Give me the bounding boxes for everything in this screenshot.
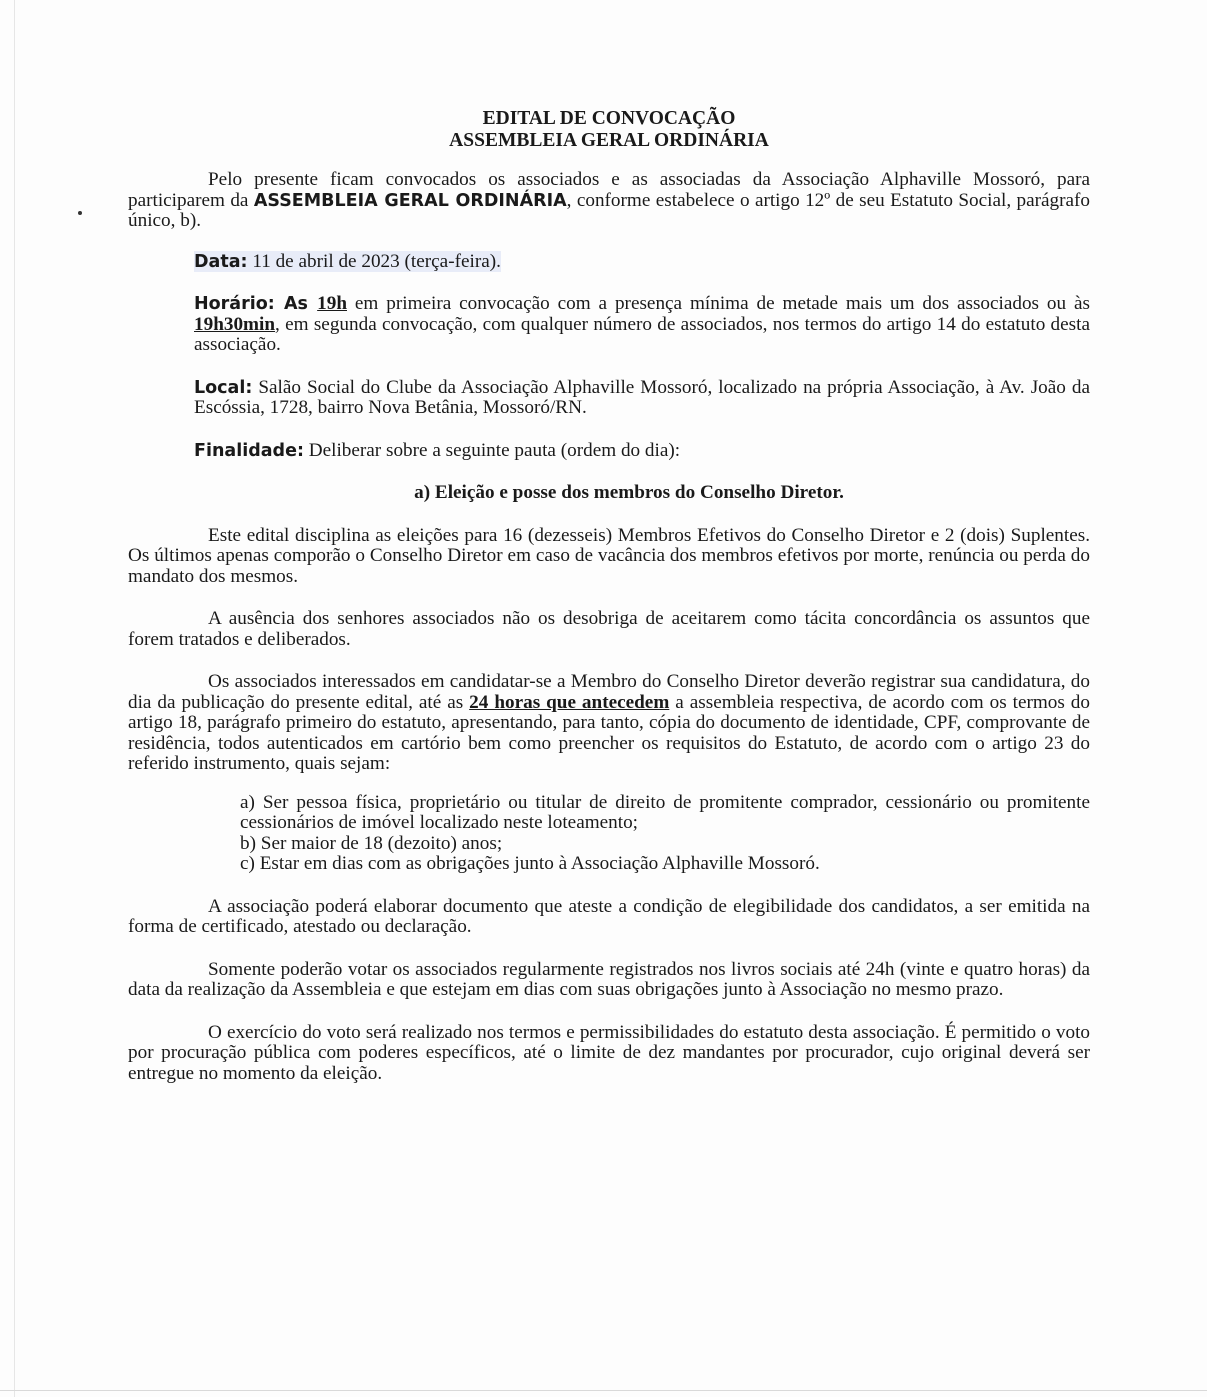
- date-line: [194, 252, 1090, 273]
- requirements-list: [240, 793, 1090, 875]
- intro-bold: ASSEMBLEIA GERAL ORDINÁRIA: [253, 190, 567, 211]
- eligibility-paragraph: A associação poderá elaborar documento que ateste a condição de elegibilidade dos candidatos, a ser emitida na forma de certificado, atestado ou declaração.: [128, 895, 1090, 937]
- time-first-call: 19h: [317, 293, 347, 314]
- time-pre: As: [274, 294, 318, 314]
- purpose-line: [194, 441, 1090, 462]
- voting-eligibility-paragraph: Somente poderão votar os associados regularmente registrados nos livros sociais até 24h (vinte e quatro horas) da data da realização da Assembleia e que estejam em dias com suas obrigações junto à Associação no mesmo prazo.: [128, 958, 1090, 1000]
- time-second-call: 19h30min: [194, 313, 276, 335]
- intro-text: Pelo presente ficam convocados os associados e as associadas da Associação Alphaville Mossoró, para participarem da: [128, 169, 1090, 211]
- location-label: Local:: [194, 377, 253, 398]
- time-paragraph: [194, 294, 1090, 356]
- candidacy-paragraph: [128, 672, 1090, 775]
- scan-speck: [78, 211, 82, 215]
- requirement-item: a) Ser pessoa física, proprietário ou titular de direito de promitente comprador, cessionário ou promitente cessionários de imóvel localizado neste loteamento;: [240, 791, 1090, 833]
- candidacy-text: Os associados interessados em candidatar-se a Membro do Conselho Diretor deverão registrar sua candidatura, do dia da publicação do presente edital, até as: [128, 671, 1090, 713]
- time-label: Horário:: [194, 294, 275, 314]
- date-value: 11 de abril de 2023 (terça-feira).: [247, 250, 501, 272]
- agenda-item: a) Eleição e posse dos membros do Conselho Diretor.: [414, 482, 844, 503]
- location-paragraph: [194, 378, 1090, 419]
- document-subtitle: ASSEMBLEIA GERAL ORDINÁRIA: [449, 130, 769, 151]
- scan-edge-left: [14, 0, 15, 1397]
- candidacy-text-end: a assembleia respectiva, de acordo com os termos do artigo 18, parágrafo primeiro do estatuto, apresentando, para tanto, cópia do documento de identidade, CPF, comprovante de residência, todos autenticados em cartório bem como preencher os requisitos do Estatuto, de acordo com o artigo 23 do referido instrumento, quais sejam:: [128, 691, 1090, 774]
- intro-text-end: , conforme estabelece o artigo 12º de seu Estatuto Social, parágrafo único, b).: [128, 189, 1090, 231]
- document-body: [128, 108, 1090, 1084]
- candidacy-deadline: 24 horas que antecedem: [469, 691, 670, 713]
- absence-paragraph: A ausência dos senhores associados não os desobriga de aceitarem como tácita concordância os assuntos que forem tratados e deliberados.: [128, 608, 1090, 650]
- time-middle: em primeira convocação com a presença mínima de metade mais um dos associados ou às: [347, 293, 1090, 314]
- document-title: EDITAL DE CONVOCAÇÃO: [482, 108, 736, 129]
- intro-paragraph: [128, 170, 1090, 232]
- purpose-label: Finalidade:: [194, 440, 304, 461]
- time-end: , em segunda convocação, com qualquer número de associados, nos termos do artigo 14 do estatuto desta associação.: [194, 313, 1090, 355]
- purpose-value: Deliberar sobre a seguinte pauta (ordem do dia):: [303, 439, 681, 461]
- scan-edge-bottom: [0, 1390, 1207, 1391]
- location-value: Salão Social do Clube da Associação Alphaville Mossoró, localizado na própria Associação, à Av. João da Escóssia, 1728, bairro Nova Betânia, Mossoró/RN.: [194, 376, 1090, 418]
- requirement-item: b) Ser maior de 18 (dezoito) anos;: [240, 832, 503, 854]
- requirement-item: c) Estar em dias com as obrigações junto à Associação Alphaville Mossoró.: [240, 853, 820, 874]
- vote-exercise-paragraph: O exercício do voto será realizado nos termos e permissibilidades do estatuto desta associação. É permitido o voto por procuração pública com poderes específicos, até o limite de dez mandantes por procurador, cujo original deverá ser entregue no momento da eleição.: [128, 1021, 1090, 1084]
- date-label: Data:: [194, 251, 248, 272]
- elections-paragraph: Este edital disciplina as eleições para 16 (dezesseis) Membros Efetivos do Conselho Diretor e 2 (dois) Suplentes. Os últimos apenas comporão o Conselho Diretor em caso de vacância dos membros efetivos por morte, renúncia ou perda do mandato dos mesmos.: [128, 524, 1090, 587]
